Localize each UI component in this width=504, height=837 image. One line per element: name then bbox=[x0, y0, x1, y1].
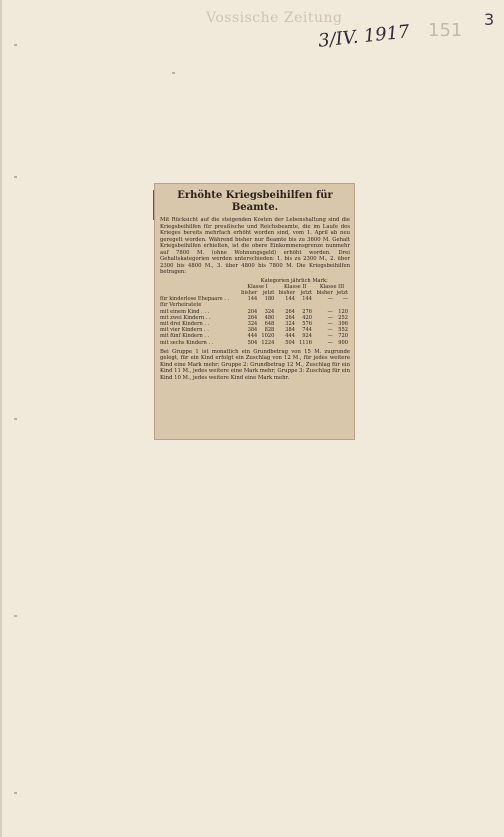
row-label: mit fünf Kindern . . bbox=[160, 333, 210, 340]
sub-label: jetzt bbox=[262, 289, 275, 296]
cell-value: 900 bbox=[338, 339, 348, 346]
scan-mark bbox=[172, 72, 175, 74]
cell-value: 1020 bbox=[261, 333, 275, 340]
scan-mark bbox=[14, 418, 17, 420]
cell-value: 504 bbox=[247, 339, 258, 346]
cell-value: 648 bbox=[264, 320, 275, 327]
class-label: Klasse II bbox=[283, 283, 307, 290]
sub-label: jetzt bbox=[336, 289, 348, 296]
scan-mark bbox=[14, 792, 17, 794]
newspaper-stamp: Vossische Zeitung bbox=[206, 10, 343, 26]
cell-value: 504 bbox=[285, 339, 296, 346]
cell-value: 744 bbox=[302, 327, 313, 334]
cell-value: 1116 bbox=[299, 339, 313, 346]
cell-value: 552 bbox=[338, 327, 348, 334]
cell-value: — bbox=[327, 320, 333, 327]
cell-value: — bbox=[327, 296, 333, 303]
cell-value: 276 bbox=[302, 308, 313, 315]
cell-value: 324 bbox=[247, 320, 258, 327]
row-label: mit drei Kindern . . bbox=[160, 320, 210, 327]
cell-value: — bbox=[327, 339, 333, 346]
cell-value: 252 bbox=[338, 314, 348, 321]
article-footnote: Bei Gruppe 1 ist monatlich ein Grundbetrag von 15 M. zugrunde gelegt, für ein Kind erfolgt ein Zuschlag von 12 M., für jedes weitere Kind eine Mark mehr; Gruppe 2: Grundbetrag 12 M., Zuschlag für ein Kind 11 M., jedes weitere eine Mark mehr; Gruppe 3: Zuschlag für ein Kind 10 M., jedes weitere Kind eine Mark mehr. bbox=[160, 348, 350, 381]
cell-value: 144 bbox=[285, 296, 296, 303]
row-label: mit sechs Kindern . . bbox=[160, 339, 214, 346]
cell-value: 264 bbox=[285, 308, 296, 315]
row-label: für kinderlose Ehepaare . . bbox=[160, 296, 230, 303]
cell-value: 924 bbox=[302, 333, 313, 340]
newspaper-clipping bbox=[154, 183, 355, 440]
cell-value: 204 bbox=[247, 308, 258, 315]
row-label: mit zwei Kindern . . bbox=[160, 314, 211, 321]
cell-value: 720 bbox=[338, 333, 348, 340]
corner-number: 3 bbox=[484, 10, 495, 29]
row-label: für Verheiratete bbox=[160, 302, 202, 309]
cell-value: — bbox=[327, 308, 333, 315]
sub-label: jetzt bbox=[300, 289, 313, 296]
sub-label: bisher bbox=[316, 289, 333, 296]
cell-value: 324 bbox=[264, 308, 275, 315]
cell-value: — bbox=[327, 327, 333, 334]
cell-value: 444 bbox=[285, 333, 296, 340]
cell-value: — bbox=[327, 333, 333, 340]
cell-value: 324 bbox=[285, 320, 296, 327]
cell-value: 144 bbox=[247, 296, 258, 303]
scan-mark bbox=[14, 176, 17, 178]
cell-value: 420 bbox=[302, 314, 313, 321]
cell-value: 576 bbox=[302, 320, 313, 327]
table-row bbox=[160, 340, 350, 346]
cell-value: 444 bbox=[247, 333, 258, 340]
table-group-header: Kategorien jährlich Mark: bbox=[260, 277, 328, 284]
row-label: mit vier Kindern . . bbox=[160, 327, 209, 334]
allowance-table bbox=[160, 278, 350, 346]
cell-value: 480 bbox=[264, 314, 275, 321]
sub-label: bisher bbox=[241, 289, 258, 296]
article-intro: Mit Rücksicht auf die steigenden Kosten der Lebenshaltung sind die Kriegsbeihilfen für preußische und Reichsbeamte, die im Laufe des Krieges bereits mehrfach erhöht worden sind, vom 1. April ab neu geregelt worden. Während bisher nur Beamte bis zu 3600 M. Gehalt Kriegsbeihilfen erhielten, ist die obere Einkommensgrenze nunmehr auf 7800 M. (ohne Wohnungsgeld) erhöht worden. Drei Gehaltskategorien werden unterschieden: 1. bis zu 2300 M., 2. über 2300 bis 4800 M., 3. über 4800 bis 7800 M. Die Kriegsbeihilfen betragen: bbox=[160, 217, 350, 275]
cell-value: — bbox=[342, 296, 348, 303]
row-label: mit einem Kind . . . bbox=[160, 308, 210, 315]
cell-value: 1224 bbox=[261, 339, 275, 346]
cell-value: 264 bbox=[285, 314, 296, 321]
cell-value: 264 bbox=[247, 314, 258, 321]
scan-mark bbox=[14, 44, 17, 46]
handwritten-date: 3/IV. 1917 bbox=[317, 21, 411, 52]
sheet-number: 151 bbox=[428, 20, 463, 41]
cell-value: 396 bbox=[338, 320, 348, 327]
class-label: Klasse III bbox=[319, 283, 345, 290]
cell-value: — bbox=[327, 314, 333, 321]
cell-value: 384 bbox=[285, 327, 296, 334]
cell-value: 144 bbox=[302, 296, 313, 303]
sub-label: bisher bbox=[278, 289, 296, 296]
cell-value: 120 bbox=[338, 308, 348, 315]
cell-value: 828 bbox=[264, 327, 275, 334]
cell-value: 384 bbox=[247, 327, 258, 334]
cell-value: 180 bbox=[264, 296, 275, 303]
scan-mark bbox=[14, 615, 17, 617]
class-label: Klasse I bbox=[247, 283, 268, 290]
article-headline: Erhöhte Kriegsbeihilfen für Beamte. bbox=[177, 190, 333, 213]
